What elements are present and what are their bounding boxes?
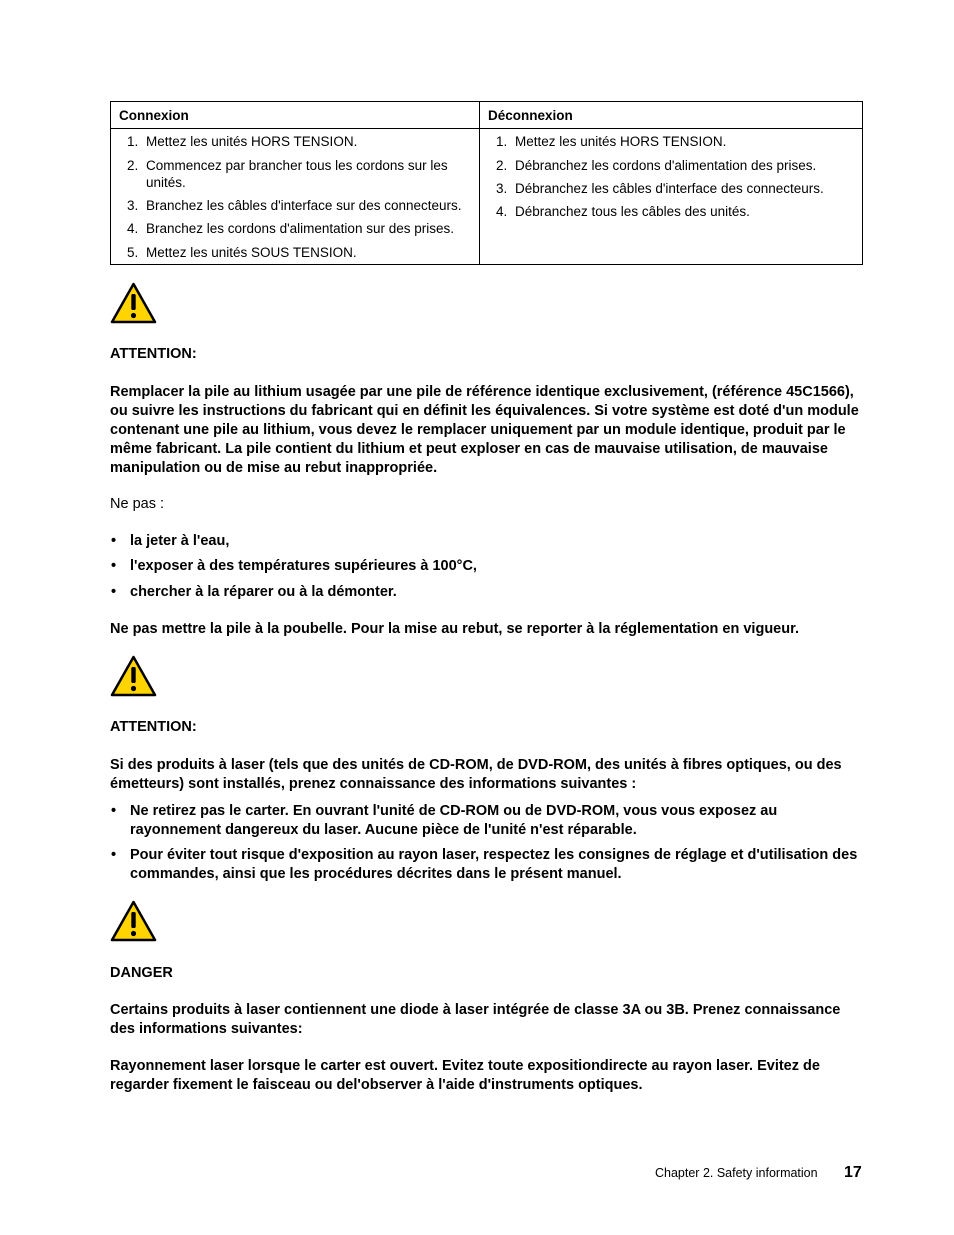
warning-triangle-icon bbox=[110, 282, 157, 324]
connexion-step: 1. Mettez les unités HORS TENSION. bbox=[127, 134, 358, 149]
deconnexion-step: 1. Mettez les unités HORS TENSION. bbox=[496, 134, 727, 149]
connexion-step: 5. Mettez les unités SOUS TENSION. bbox=[127, 245, 357, 260]
laser-radiation-text: Rayonnement laser lorsque le carter est ouvert. Evitez toute expositiondirecte au rayon laser. Evitez de regarder fixement le faisceau ou del'observer à l'aide d'instruments optiques. bbox=[110, 1058, 820, 1093]
connexion-column bbox=[111, 102, 480, 264]
attention-heading: ATTENTION: bbox=[110, 719, 197, 735]
attention-heading: ATTENTION: bbox=[110, 346, 197, 362]
deconnexion-header: Déconnexion bbox=[480, 102, 862, 129]
list-item: • chercher à la réparer ou à la démonter. bbox=[111, 584, 397, 600]
deconnexion-step: 3. Débranchez les câbles d'interface des connecteurs. bbox=[496, 181, 824, 196]
disposal-text: Ne pas mettre la pile à la poubelle. Pour la mise au rebut, se reporter à la réglementation en vigueur. bbox=[110, 621, 799, 637]
list-item: • Ne retirez pas le carter. En ouvrant l'unité de CD-ROM ou de DVD-ROM, vous vous exposez au rayonnement dangereux du laser. Aucune pièce de l'unité n'est réparable. bbox=[111, 803, 778, 838]
deconnexion-step: 4. Débranchez tous les câbles des unités. bbox=[496, 204, 750, 219]
warning-triangle-icon bbox=[110, 900, 157, 942]
laser-diode-text: Certains produits à laser contiennent une diode à laser intégrée de classe 3A ou 3B. Prenez connaissance des informations suivantes: bbox=[110, 1002, 841, 1037]
connexion-step: 2. Commencez par brancher tous les cordons sur les unités. bbox=[127, 158, 448, 190]
lithium-warning-text: Remplacer la pile au lithium usagée par une pile de référence identique exclusivement, (référence 45C1566), ou suivre les instructions du fabricant qui en définit les équivalences. Si votre système est doté d'un module contenant une pile au lithium, vous devez le remplacer uniquement par un module identique, produit par le même fabricant. La pile contient du lithium et peut exploser en cas de mauvaise utilisation, de mauvaise manipulation ou de mise au rebut inappropriée. bbox=[110, 384, 859, 476]
page-number: 17 bbox=[844, 1164, 862, 1181]
deconnexion-column bbox=[480, 102, 862, 264]
warning-triangle-icon bbox=[110, 655, 157, 697]
chapter-footer: Chapter 2. Safety information bbox=[655, 1166, 818, 1180]
connection-table bbox=[110, 101, 863, 265]
deconnexion-step: 2. Débranchez les cordons d'alimentation des prises. bbox=[496, 158, 817, 173]
connexion-step: 3. Branchez les câbles d'interface sur des connecteurs. bbox=[127, 198, 462, 213]
connexion-header: Connexion bbox=[111, 102, 479, 129]
connexion-step: 4. Branchez les cordons d'alimentation sur des prises. bbox=[127, 221, 454, 236]
list-item: • Pour éviter tout risque d'exposition au rayon laser, respectez les consignes de réglage et d'utilisation des commandes, ainsi que les procédures décrites dans le présent manuel. bbox=[111, 847, 858, 882]
list-item: • la jeter à l'eau, bbox=[111, 533, 230, 549]
laser-products-text: Si des produits à laser (tels que des unités de CD-ROM, de DVD-ROM, des unités à fibres optiques, ou des émetteurs) sont installés, prenez connaissance des informations suivantes : bbox=[110, 757, 842, 792]
ne-pas-intro: Ne pas : bbox=[110, 496, 164, 512]
danger-heading: DANGER bbox=[110, 965, 173, 981]
list-item: • l'exposer à des températures supérieures à 100°C, bbox=[111, 558, 477, 574]
